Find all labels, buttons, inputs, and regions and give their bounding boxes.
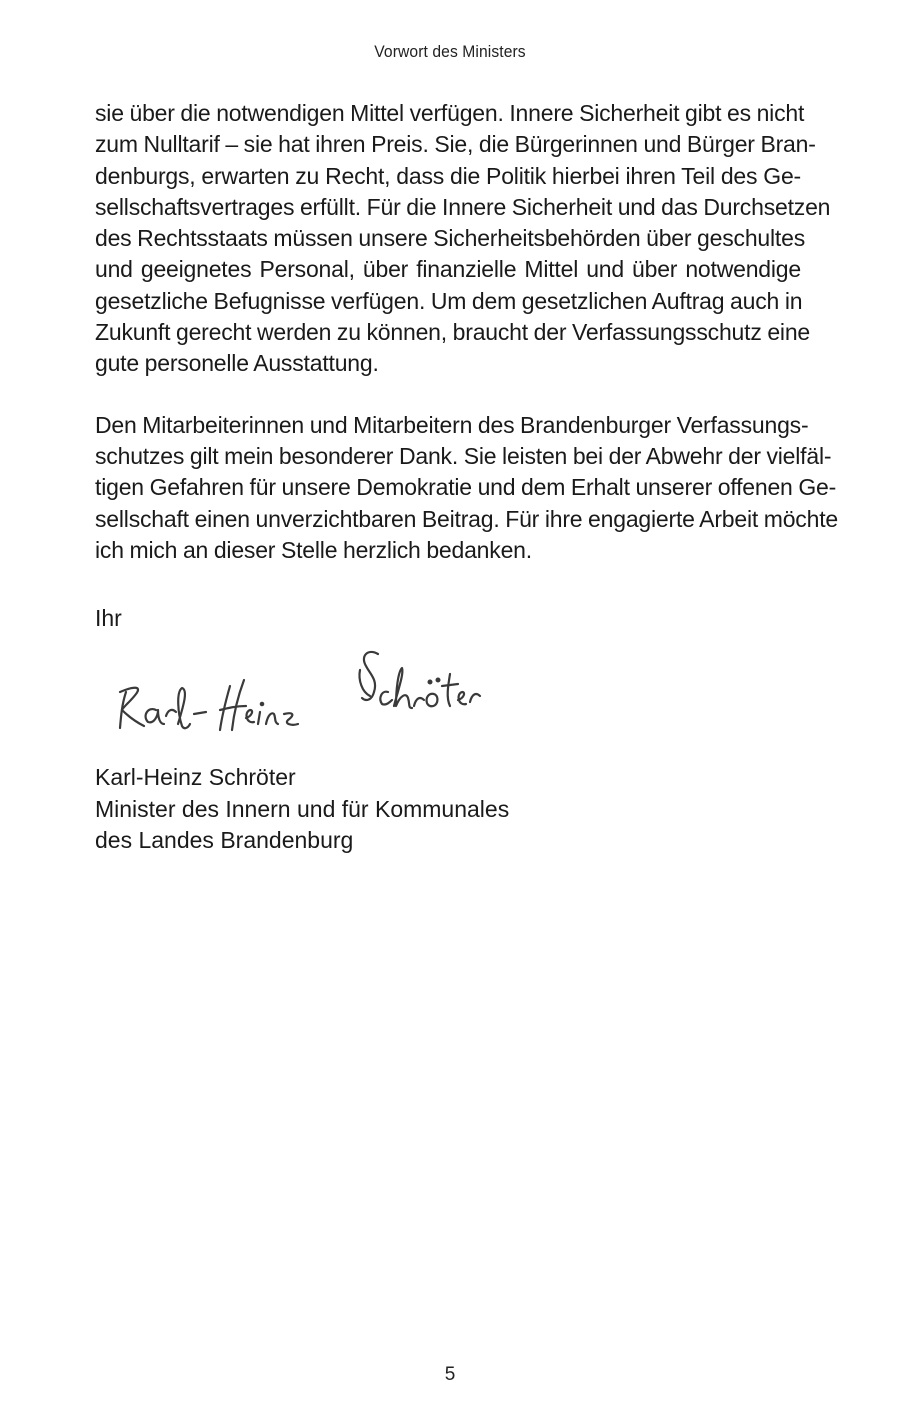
text-line: des Rechtsstaats müssen unsere Sicherheitsbehörden über geschultes <box>95 225 805 252</box>
page-number: 5 <box>444 1364 456 1385</box>
text-line: sie über die notwendigen Mittel verfügen. Innere Sicherheit gibt es nicht <box>95 100 805 126</box>
body-text <box>95 98 838 566</box>
text-line: gesetzliche Befugnisse verfügen. Um dem gesetzlichen Auftrag auch in <box>95 287 803 314</box>
text-line: gute personelle Ausstattung. <box>95 350 379 377</box>
text-line: ich mich an dieser Stelle herzlich bedanken. <box>95 536 532 563</box>
signer-region: des Landes Brandenburg <box>95 827 354 853</box>
signature-strokes <box>120 652 480 730</box>
closing-salutation: Ihr <box>95 605 122 631</box>
text-line: denburgs, erwarten zu Recht, dass die Politik hierbei ihren Teil des Ge- <box>95 162 801 189</box>
running-header: Vorwort des Ministers <box>374 42 526 61</box>
signer-block <box>95 762 509 857</box>
text-line: schutzes gilt mein besonderer Dank. Sie leisten bei der Abwehr der vielfäl- <box>95 442 832 469</box>
text-line: sellschaftsvertrages erfüllt. Für die Innere Sicherheit und das Durchsetzen <box>95 193 831 220</box>
text-line: sellschaft einen unverzichtbaren Beitrag. Für ihre engagierte Arbeit möchte <box>95 505 838 532</box>
text-line: und geeignetes Personal, über finanzielle Mittel und über notwendige <box>95 256 801 283</box>
signer-title: Minister des Innern und für Kommunales <box>95 795 510 822</box>
paragraph-2 <box>95 410 838 566</box>
text-line: tigen Gefahren für unsere Demokratie und dem Erhalt unserer offenen Ge- <box>95 474 837 501</box>
text-line: zum Nulltarif – sie hat ihren Preis. Sie, die Bürgerinnen und Bürger Bran- <box>95 131 816 158</box>
text-line: Den Mitarbeiterinnen und Mitarbeitern des Brandenburger Verfassungs- <box>95 411 809 438</box>
signer-name: Karl-Heinz Schröter <box>95 764 296 790</box>
paragraph-1 <box>95 98 831 380</box>
handwritten-signature <box>112 634 512 744</box>
text-line: Zukunft gerecht werden zu können, braucht der Verfassungsschutz eine <box>95 319 811 346</box>
